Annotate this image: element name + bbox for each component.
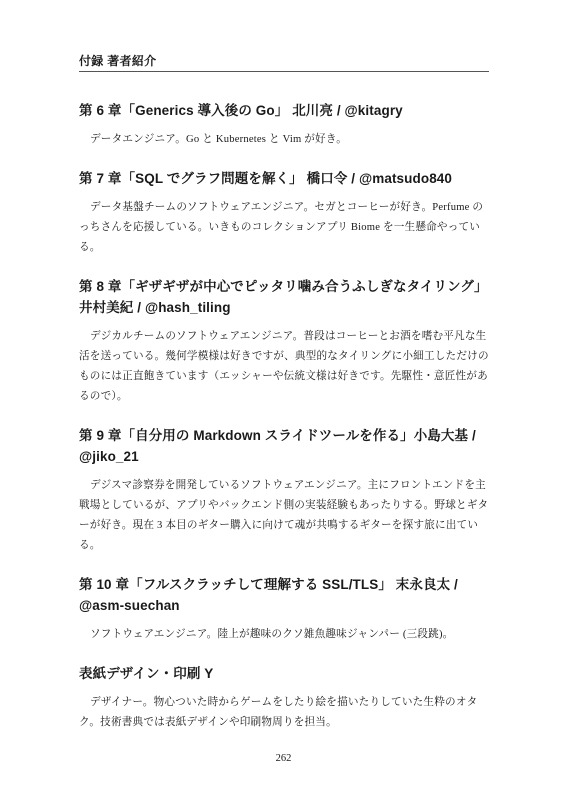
section-title: 第 8 章「ギザギザが中心でピッタリ噛み合うふしぎなタイリング」 井村美紀 / @hash_tiling [79,279,488,315]
header-divider [79,71,489,72]
author-list [79,100,491,751]
section-body: デザイナー。物心ついた時からゲームをしたり絵を描いたりしていた生粋のオタク。技術書典では表紙デザインや印刷物周りを担当。 [79,697,478,728]
author-section-ch8 [79,276,491,407]
author-section-cover-design [79,663,491,733]
section-body: デジスマ診察券を開発しているソフトウェアエンジニア。主にフロントエンドを主戦場としているが、アプリやバックエンド側の実装経験もあったりする。野球とギターが好き。現在 3 本目のギター購入に向けて魂が共鳴するギターを探す旅に出ている。 [79,480,489,551]
page-number: 262 [275,753,292,764]
section-title: 第 6 章「Generics 導入後の Go」 北川亮 / @kitagry [79,103,403,118]
author-section-ch6 [79,100,491,150]
section-title: 表紙デザイン・印刷 Y [79,666,214,681]
section-body: デジカルチームのソフトウェアエンジニア。普段はコーヒーとお酒を嗜む平凡な生活を送っている。幾何学模様は好きですが、典型的なタイリングに小細工しただけのものには正直飽きています（エッシャーや伝統文様は好きです。先駆性・意匠性があるので）。 [79,331,489,402]
author-section-ch7 [79,168,491,258]
section-title: 第 10 章「フルスクラッチして理解する SSL/TLS」 末永良太 / @asm-suechan [79,577,458,613]
section-title: 第 7 章「SQL でグラフ問題を解く」 橋口令 / @matsudo840 [79,171,453,186]
section-body: データエンジニア。Go と Kubernetes と Vim が好き。 [90,134,347,145]
author-section-ch9 [79,425,491,556]
running-header: 付録 著者紹介 [79,54,157,68]
section-body: データ基盤チームのソフトウェアエンジニア。セガとコーヒーが好き。Perfume のっちさんを応援している。いきものコレクションアプリ Biome を一生懸命やっている。 [79,202,484,253]
section-body: ソフトウェアエンジニア。陸上が趣味のクソ雑魚趣味ジャンパー (三段跳)。 [90,629,454,640]
section-title: 第 9 章「自分用の Markdown スライドツールを作る」小島大基 / @jiko_21 [79,428,476,464]
author-section-ch10 [79,574,491,645]
